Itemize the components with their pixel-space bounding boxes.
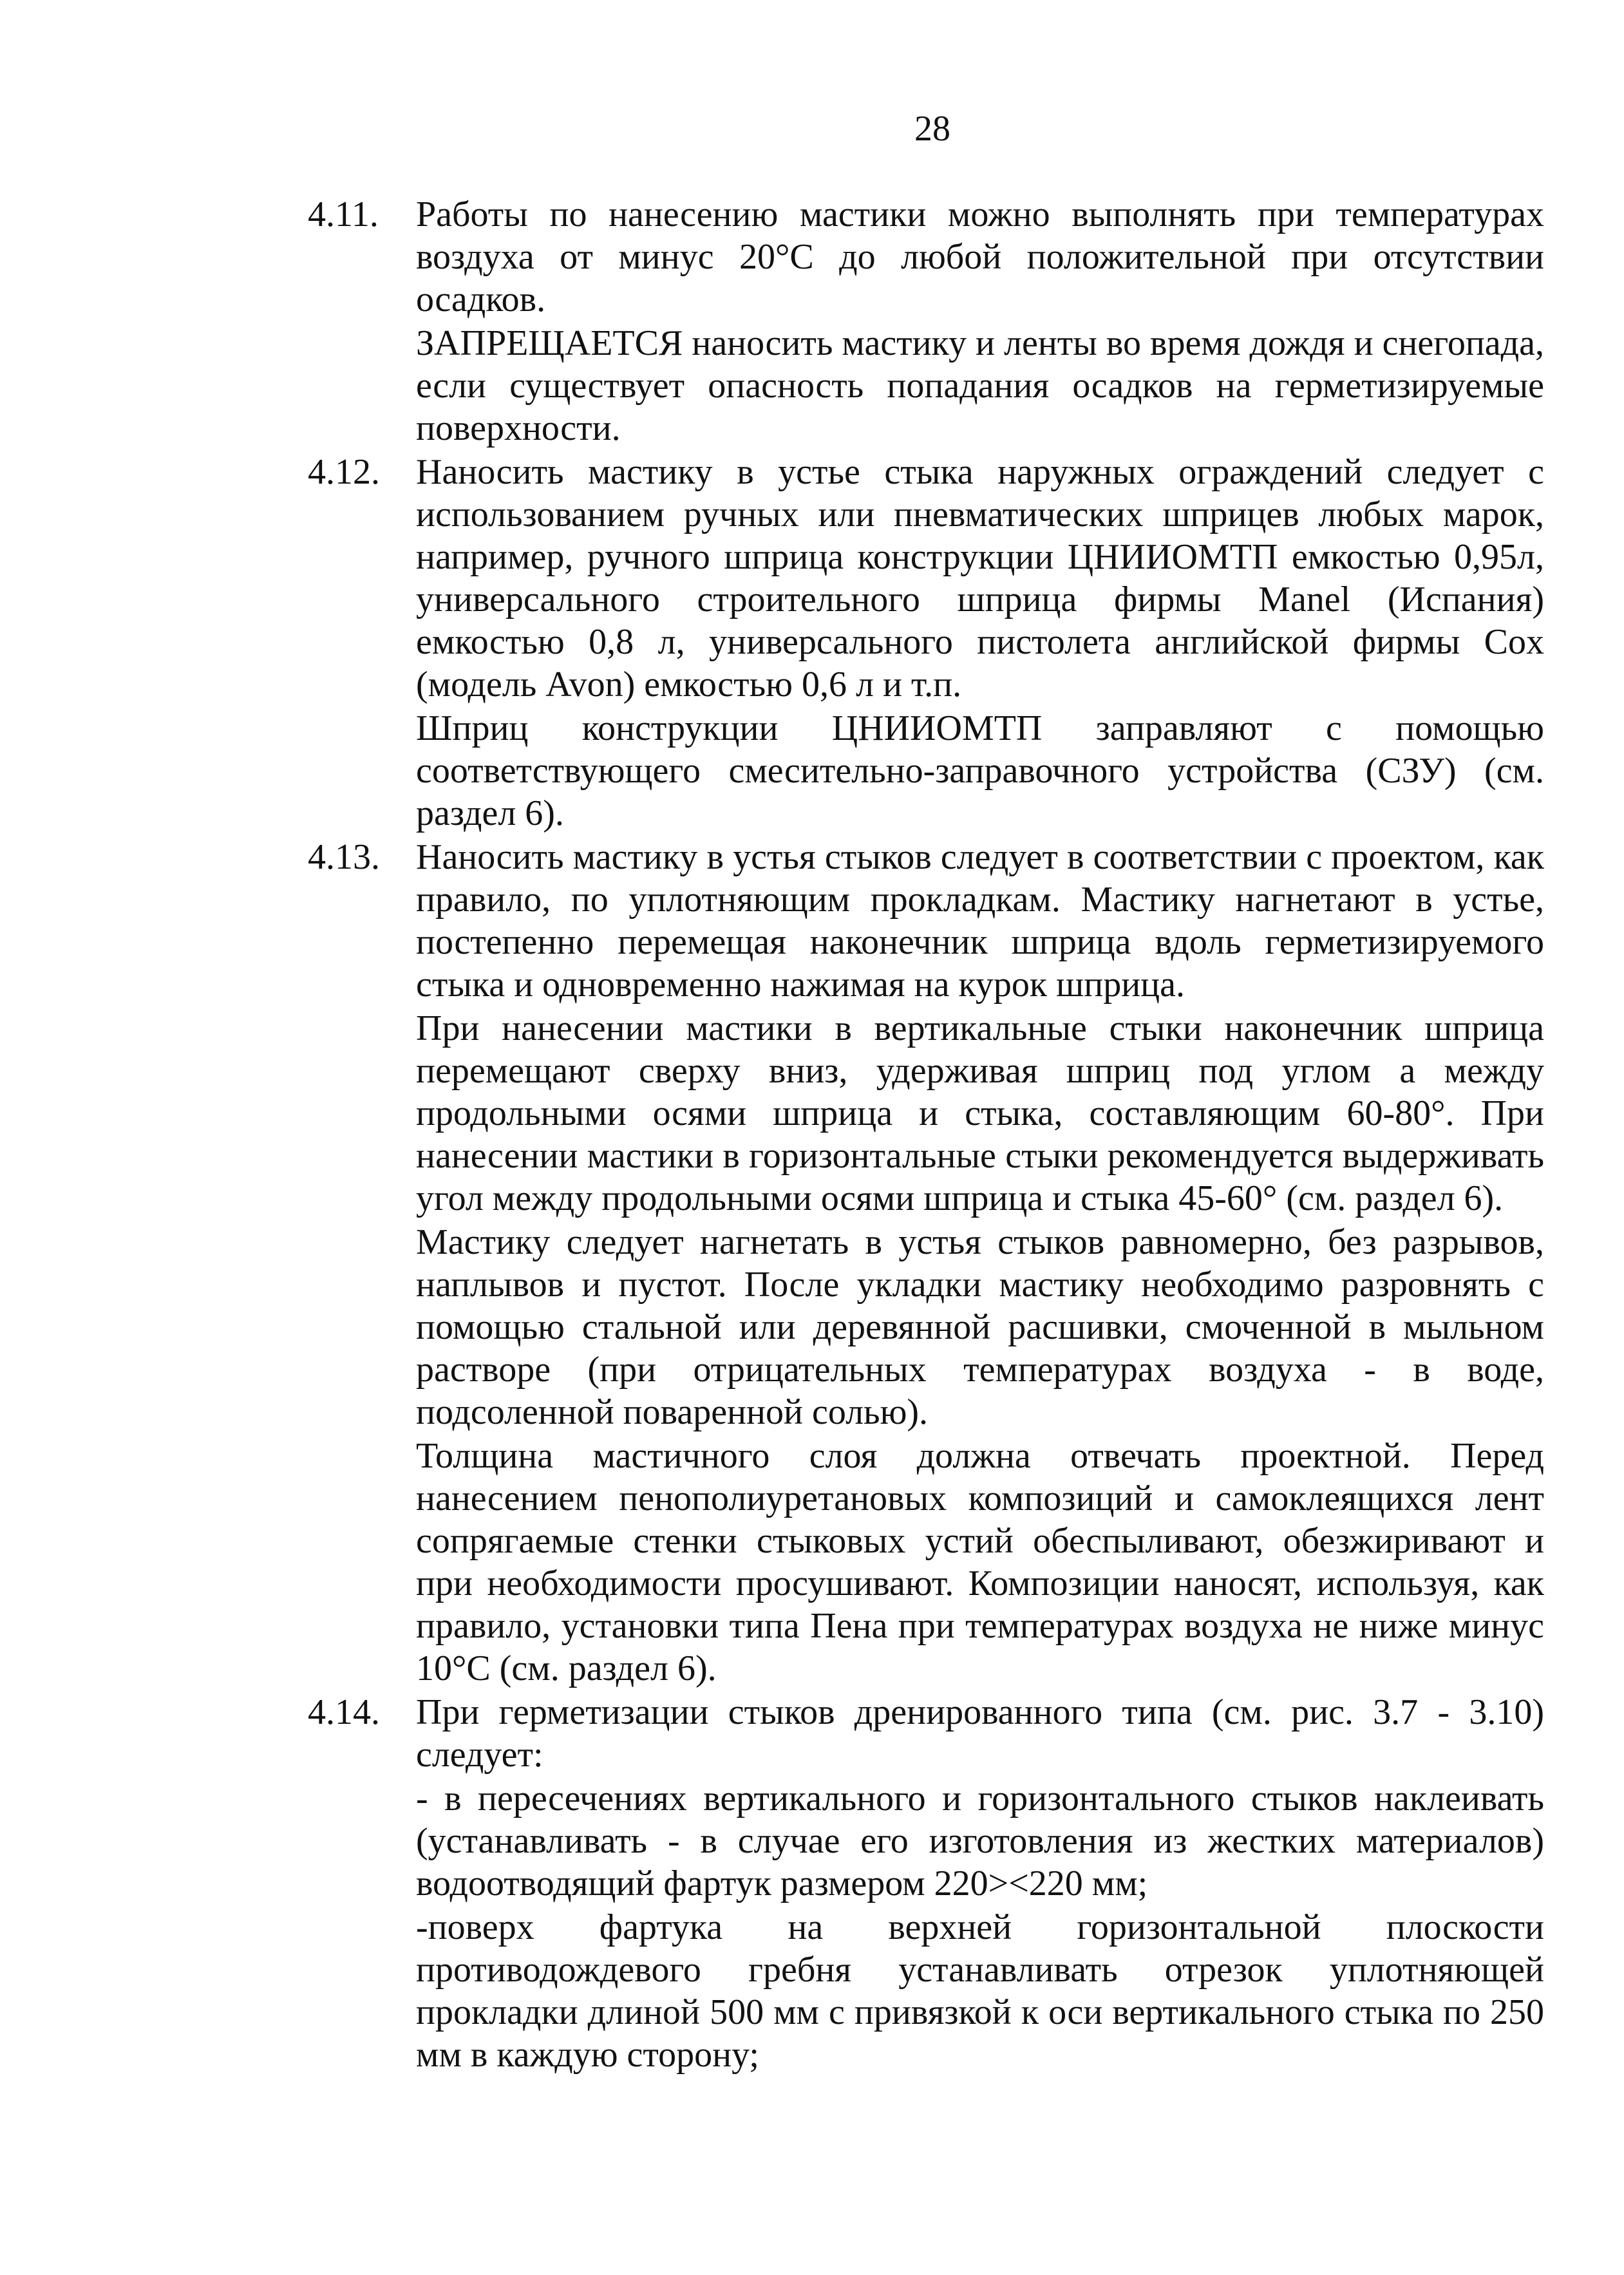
clause-number: 4.13.	[308, 837, 380, 877]
clause-paragraph: Наносить мастику в устье стыка наружных ограждений следует с использованием ручных или пневматических шприцев любых марок, например, ручного шприца конструкции ЦНИИОМТП емкостью 0,95л, универсального строительного шприца фирмы Manel (Испания) емкостью 0,8 л, универсального пистолета английской фирмы Cox (модель Avon) емкостью 0,6 л и т.п.	[416, 452, 1544, 704]
clause-4-11	[308, 193, 1544, 449]
clause-4-12	[308, 451, 1544, 835]
clause-paragraph: Шприц конструкции ЦНИИОМТП заправляют с помощью соответствующего смесительно-заправочного устройства (СЗУ) (см. раздел 6).	[416, 708, 1544, 833]
clause-paragraph: Наносить мастику в устья стыков следует в соответствии с проектом, как правило, по уплотняющим прокладкам. Мастику нагнетают в устье, постепенно перемещая наконечник шприца вдоль герметизируемого стыка и одновременно нажимая на курок шприца.	[416, 837, 1544, 1005]
clause-paragraph: Работы по нанесению мастики можно выполнять при температурах воздуха от минус 20°С до любой положительной при отсутствии осадков.	[416, 194, 1544, 319]
document-body	[308, 193, 1544, 2077]
clause-paragraph: -поверх фартука на верхней горизонтальной плоскости противодождевого гребня устанавливать отрезок уплотняющей прокладки длиной 500 мм с привязкой к оси вертикального стыка по 250 мм в каждую сторону;	[416, 1907, 1544, 2075]
clause-4-14	[308, 1691, 1544, 2076]
clause-number: 4.11.	[308, 194, 379, 234]
clause-paragraph: При нанесении мастики в вертикальные стыки наконечник шприца перемещают сверху вниз, удерживая шприц под углом а между продольными осями шприца и стыка, составляющим 60-80°. При нанесении мастики в горизонтальные стыки рекомендуется выдерживать угол между продольными осями шприца и стыка 45-60° (см. раздел 6).	[416, 1008, 1544, 1218]
clause-paragraph: Мастику следует нагнетать в устья стыков равномерно, без разрывов, наплывов и пустот. После укладки мастику необходимо разровнять с помощью стальной или деревянной расшивки, смоченной в мыльном растворе (при отрицательных температурах воздуха - в воде, подсоленной поваренной солью).	[416, 1222, 1544, 1432]
page-number: 28	[914, 109, 950, 149]
clause-number: 4.14.	[308, 1692, 380, 1732]
clause-paragraph: ЗАПРЕЩАЕТСЯ наносить мастику и ленты во время дождя и снегопада, если существует опасность попадания осадков на герметизируемые поверхности.	[416, 323, 1544, 448]
clause-4-13	[308, 836, 1544, 1690]
clause-number: 4.12.	[308, 452, 380, 492]
clause-paragraph: - в пересечениях вертикального и горизонтального стыков наклеивать (устанавливать - в случае его изготовления из жестких материалов) водоотводящий фартук размером 220><220 мм;	[416, 1779, 1544, 1903]
clause-paragraph: При герметизации стыков дренированного типа (см. рис. 3.7 - 3.10) следует:	[416, 1692, 1544, 1775]
clause-paragraph: Толщина мастичного слоя должна отвечать проектной. Перед нанесением пенополиуретановых композиций и самоклеящихся лент сопрягаемые стенки стыковых устий обеспыливают, обезжиривают и при необходимости просушивают. Композиции наносят, используя, как правило, установки типа Пена при температурах воздуха не ниже минус 10°С (см. раздел 6).	[416, 1436, 1544, 1688]
